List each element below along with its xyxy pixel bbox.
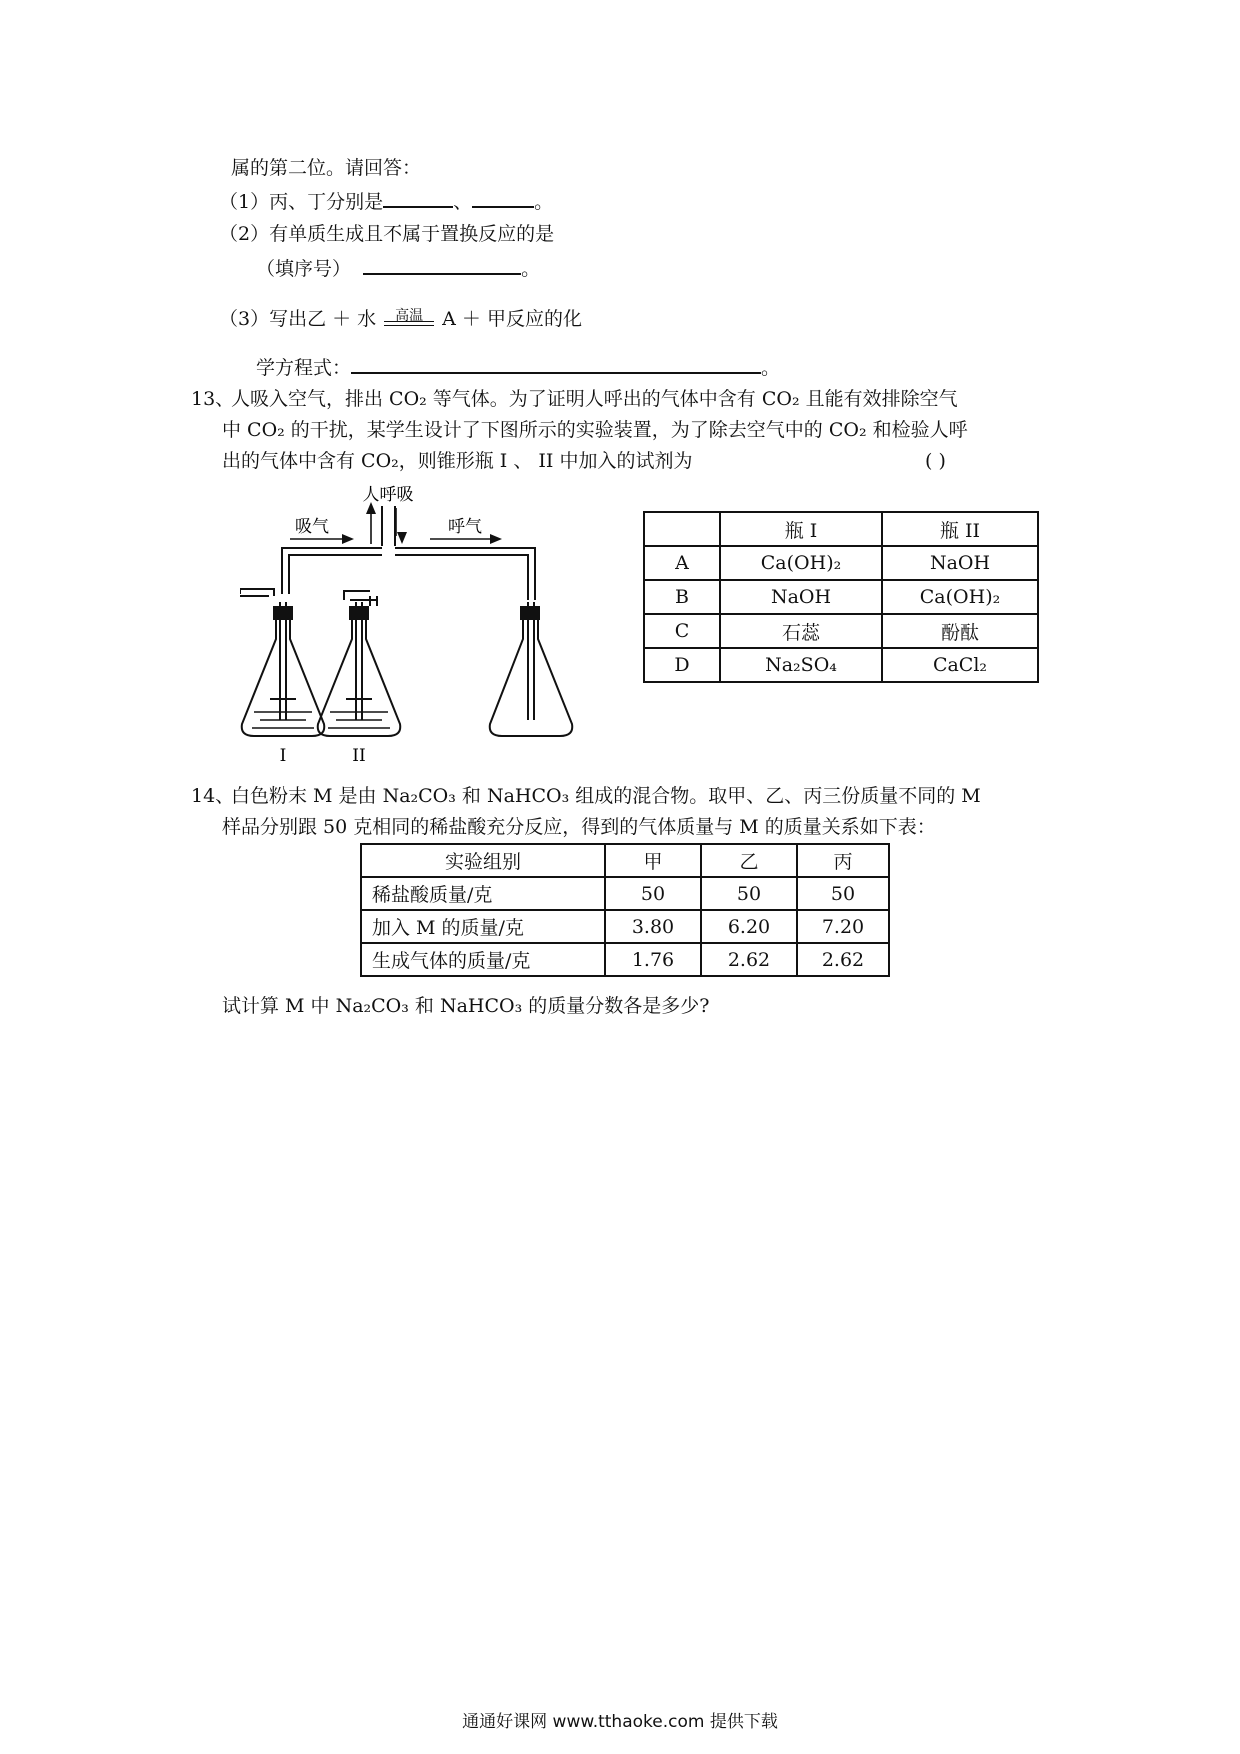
table-cell: 50 bbox=[605, 877, 701, 910]
table-header-cell: 瓶 I bbox=[720, 512, 882, 546]
table-cell: C bbox=[644, 614, 720, 648]
table-header-cell: 丙 bbox=[797, 844, 889, 877]
table-cell: A bbox=[644, 546, 720, 580]
q12-part2-blank[interactable] bbox=[363, 255, 521, 275]
table-header-cell: 甲 bbox=[605, 844, 701, 877]
q12-part2-end: 。 bbox=[521, 258, 541, 280]
reaction-condition bbox=[384, 305, 434, 335]
q12-part3-answer-line bbox=[256, 354, 780, 381]
table-cell: NaOH bbox=[720, 580, 882, 614]
page-footer[interactable]: 通通好课网 www.tthaoke.com 提供下载 bbox=[462, 1712, 778, 1732]
q12-part3-cont: 学方程式： bbox=[256, 357, 352, 379]
inhale-arrow-icon bbox=[342, 534, 354, 544]
q12-part3-end: 。 bbox=[761, 357, 781, 379]
table-cell: 1.76 bbox=[605, 943, 701, 976]
q12-intro-line: 属的第二位。请回答： bbox=[231, 157, 422, 179]
label-flask1: I bbox=[279, 746, 287, 766]
q12-part1-end: 。 bbox=[534, 191, 554, 213]
table-cell: NaOH bbox=[882, 546, 1038, 580]
q14-line2: 样品分别跟 50 克相同的稀盐酸充分反应，得到的气体质量与 M 的质量关系如下表： bbox=[222, 816, 936, 838]
table-cell: 生成气体的质量/克 bbox=[361, 943, 605, 976]
label-flask2: II bbox=[352, 746, 366, 766]
table-cell: 50 bbox=[797, 877, 889, 910]
flask-3 bbox=[490, 602, 573, 736]
table-row bbox=[644, 614, 1038, 648]
q12-part1-text: （1）丙、丁分别是 bbox=[219, 191, 384, 213]
liquid-flask1 bbox=[252, 712, 314, 728]
table-cell: B bbox=[644, 580, 720, 614]
reagent-table bbox=[643, 511, 1039, 683]
table-row bbox=[361, 877, 889, 910]
table-cell: 加入 M 的质量/克 bbox=[361, 910, 605, 943]
apparatus-diagram bbox=[240, 484, 600, 769]
equals-line-bottom bbox=[384, 325, 434, 326]
q13-line2: 中 CO₂ 的干扰，某学生设计了下图所示的实验装置，为了除去空气中的 CO₂ 和检验人呼 bbox=[222, 419, 968, 441]
table-cell: Ca(OH)₂ bbox=[882, 580, 1038, 614]
table-cell: Na₂SO₄ bbox=[720, 648, 882, 682]
q12-part3-lead: （3）写出乙 ＋ 水 bbox=[219, 308, 377, 330]
q12-part1-blank-a[interactable] bbox=[383, 188, 453, 208]
table-header-cell: 瓶 II bbox=[882, 512, 1038, 546]
table-row bbox=[644, 648, 1038, 682]
table-cell: 稀盐酸质量/克 bbox=[361, 877, 605, 910]
table-cell: 石蕊 bbox=[720, 614, 882, 648]
table-header-row bbox=[644, 512, 1038, 546]
table-row bbox=[644, 546, 1038, 580]
stopper-flask1 bbox=[273, 606, 293, 620]
table-cell: CaCl₂ bbox=[882, 648, 1038, 682]
q12-part3-line bbox=[219, 304, 582, 335]
table-header-cell bbox=[644, 512, 720, 546]
flask-1 bbox=[242, 602, 325, 736]
answer-parentheses[interactable]: ( ) bbox=[925, 450, 946, 472]
exhale-arrow-icon bbox=[490, 534, 502, 544]
flask-2 bbox=[318, 602, 401, 736]
table-row bbox=[361, 943, 889, 976]
equals-line-top bbox=[384, 321, 434, 322]
stopper-flask3 bbox=[520, 606, 540, 620]
table-header-cell: 实验组别 bbox=[361, 844, 605, 877]
q12-part3-tail: A ＋ 甲反应的化 bbox=[442, 308, 582, 330]
table-cell: 6.20 bbox=[701, 910, 797, 943]
q12-part1-sep: 、 bbox=[453, 191, 473, 213]
q12-part2-fill-line bbox=[256, 255, 540, 282]
table-cell: 3.80 bbox=[605, 910, 701, 943]
table-cell: D bbox=[644, 648, 720, 682]
q14-question: 试计算 M 中 Na₂CO₃ 和 NaHCO₃ 的质量分数各是多少? bbox=[222, 995, 710, 1017]
table-header-row bbox=[361, 844, 889, 877]
label-inhale: 吸气 bbox=[295, 517, 329, 537]
liquid-flask2 bbox=[328, 712, 390, 728]
stopper-flask2 bbox=[349, 606, 369, 620]
table-cell: 酚酞 bbox=[882, 614, 1038, 648]
table-cell: 7.20 bbox=[797, 910, 889, 943]
q12-part3-blank[interactable] bbox=[351, 354, 761, 374]
q12-part1-blank-b[interactable] bbox=[472, 188, 534, 208]
table-cell: 2.62 bbox=[797, 943, 889, 976]
label-exhale: 呼气 bbox=[448, 517, 482, 537]
table-cell: 2.62 bbox=[701, 943, 797, 976]
q12-part1 bbox=[219, 188, 553, 215]
q13-number: 13、 bbox=[191, 388, 235, 410]
table-row bbox=[361, 910, 889, 943]
experiment-data-table bbox=[360, 843, 890, 977]
table-cell: 50 bbox=[701, 877, 797, 910]
reaction-condition-text: 高温 bbox=[395, 308, 424, 324]
label-person-breath: 人呼吸 bbox=[362, 485, 414, 505]
q14-number: 14、 bbox=[191, 785, 235, 807]
arrow-down-icon bbox=[397, 532, 407, 544]
q12-part2-text: （2）有单质生成且不属于置换反应的是 bbox=[219, 223, 555, 245]
q13-line1: 人吸入空气，排出 CO₂ 等气体。为了证明人呼出的气体中含有 CO₂ 且能有效排除空气 bbox=[231, 388, 958, 410]
table-cell: Ca(OH)₂ bbox=[720, 546, 882, 580]
table-row bbox=[644, 580, 1038, 614]
q14-line1: 白色粉末 M 是由 Na₂CO₃ 和 NaHCO₃ 组成的混合物。取甲、乙、丙三份质量不同的 M bbox=[231, 785, 981, 807]
table-header-cell: 乙 bbox=[701, 844, 797, 877]
q12-part2-fill-label: （填序号） bbox=[256, 258, 352, 280]
q13-line3: 出的气体中含有 CO₂，则锥形瓶 I 、 II 中加入的试剂为 bbox=[222, 450, 693, 472]
